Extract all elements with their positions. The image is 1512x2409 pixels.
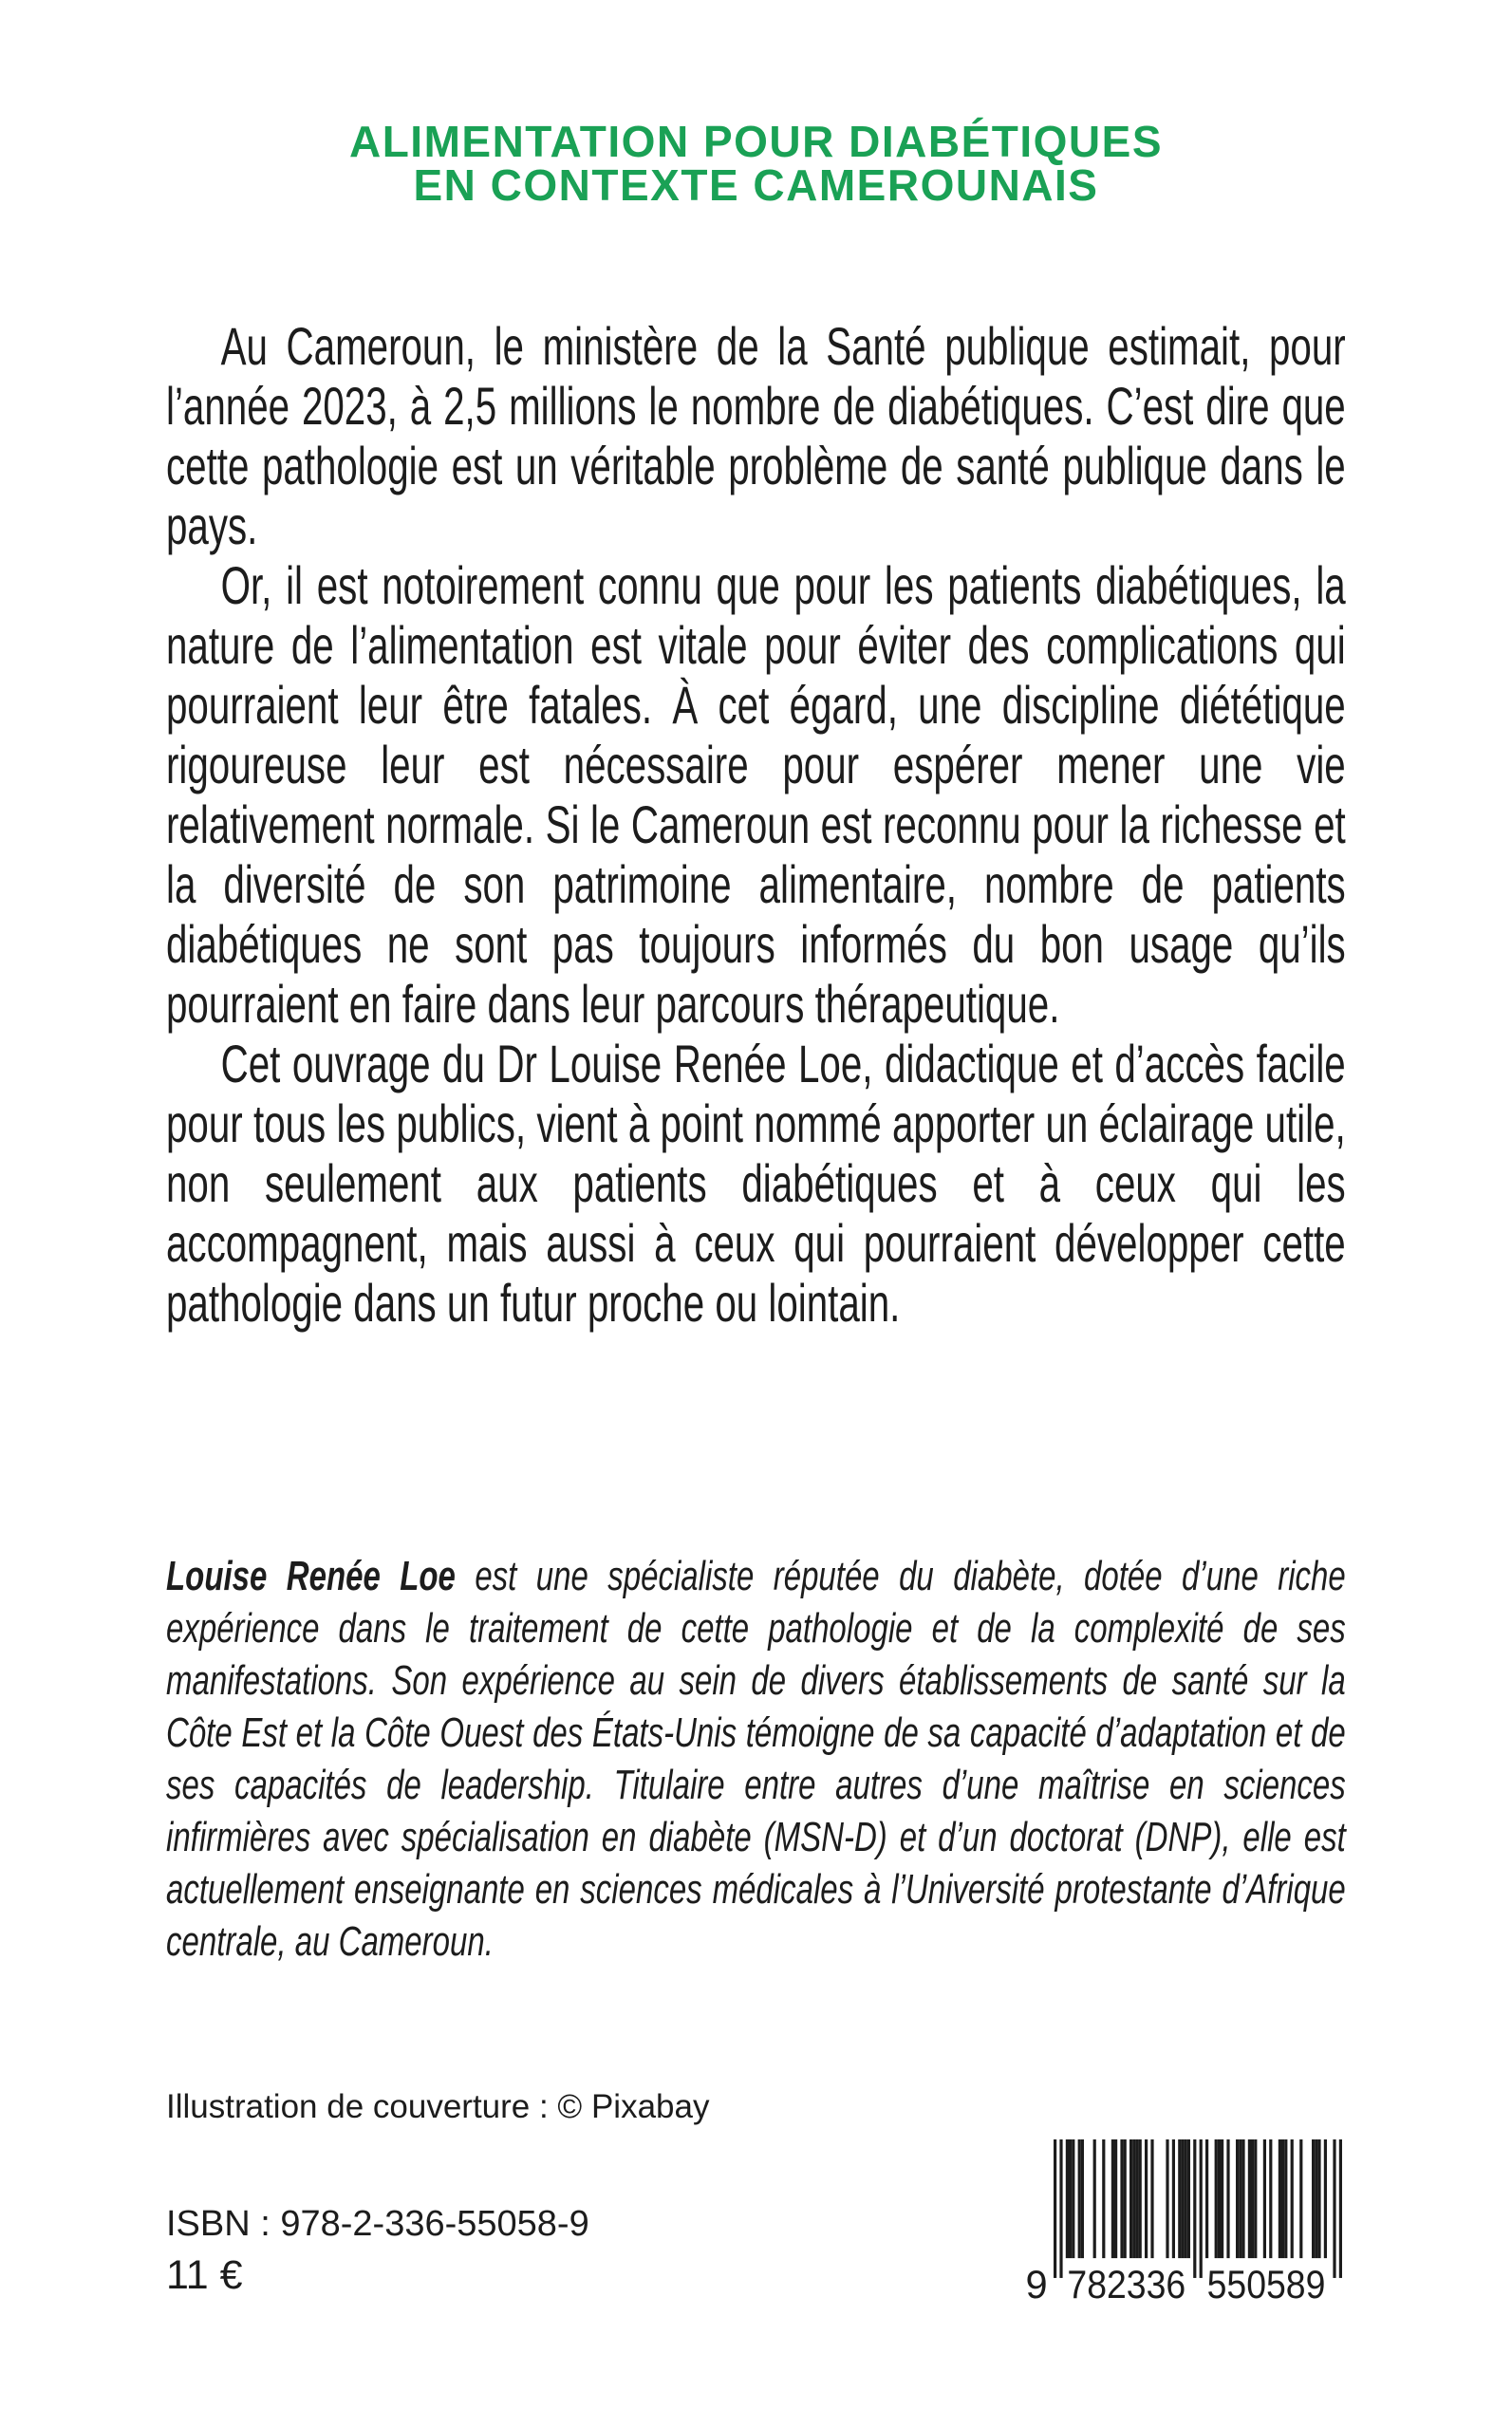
synopsis-paragraph-1: Au Cameroun, le ministère de la Santé publique estimait, pour l’année 2023, à 2,5 millions le nombre de diabétiques. C’est dire que cette pathologie est un véritable problème de santé publique dans le pays. <box>166 316 1346 555</box>
ean13-barcode <box>1023 2139 1342 2301</box>
author-bio <box>166 1550 1346 1968</box>
price: 11 € <box>166 2252 243 2298</box>
svg-text:9: 9 <box>1025 2261 1048 2301</box>
synopsis-paragraph-3: Cet ouvrage du Dr Louise Renée Loe, didactique et d’accès facile pour tous les publics, vient à point nommé apporter un éclairage utile, non seulement aux patients diabétiques et à ceux qui les accompagnent, mais aussi à ceux qui pourraient développer cette pathologie dans un futur proche ou lointain. <box>166 1034 1346 1333</box>
book-title-line2: EN CONTEXTE CAMEROUNAIS <box>413 160 1099 210</box>
author-name: Louise Renée Loe <box>166 1553 456 1599</box>
barcode-bars <box>1023 2139 1342 2301</box>
synopsis-paragraph-2: Or, il est notoirement connu que pour les patients diabétiques, la nature de l’alimentation est vitale pour éviter des complications qui pourraient leur être fatales. À cet égard, une discipline diététique rigoureuse leur est nécessaire pour espérer mener une vie relativement normale. Si le Cameroun est reconnu pour la richesse et la diversité de son patrimoine alimentaire, nombre de patients diabétiques ne sont pas toujours informés du bon usage qu’ils pourraient en faire dans leur parcours thérapeutique. <box>166 555 1346 1034</box>
synopsis <box>166 316 1346 1333</box>
cover-illustration-credit: Illustration de couverture : © Pixabay <box>166 2088 710 2125</box>
svg-text:550589: 550589 <box>1206 2261 1326 2301</box>
author-bio-text: est une spécialiste réputée du diabète, dotée d’une riche expérience dans le traitement de cette pathologie et de la complexité de ses manifestations. Son expérience au sein de divers établissements de santé sur la Côte Est et la Côte Ouest des États-Unis témoigne de sa capacité d’adaptation et de ses capacités de leadership. Titulaire entre autres d’une maîtrise en sciences infirmières avec spécialisation en diabète (MSN-D) et d’un doctorat (DNP), elle est actuellement enseignante en sciences médicales à l’Université protestante d’Afrique centrale, au Cameroun. <box>166 1553 1346 1965</box>
isbn-number: ISBN : 978-2-336-55058-9 <box>166 2204 589 2244</box>
author-bio-paragraph <box>166 1550 1346 1968</box>
book-title <box>0 117 1512 210</box>
svg-text:782336: 782336 <box>1067 2261 1186 2301</box>
book-title-line1: ALIMENTATION POUR DIABÉTIQUES <box>348 117 1163 166</box>
